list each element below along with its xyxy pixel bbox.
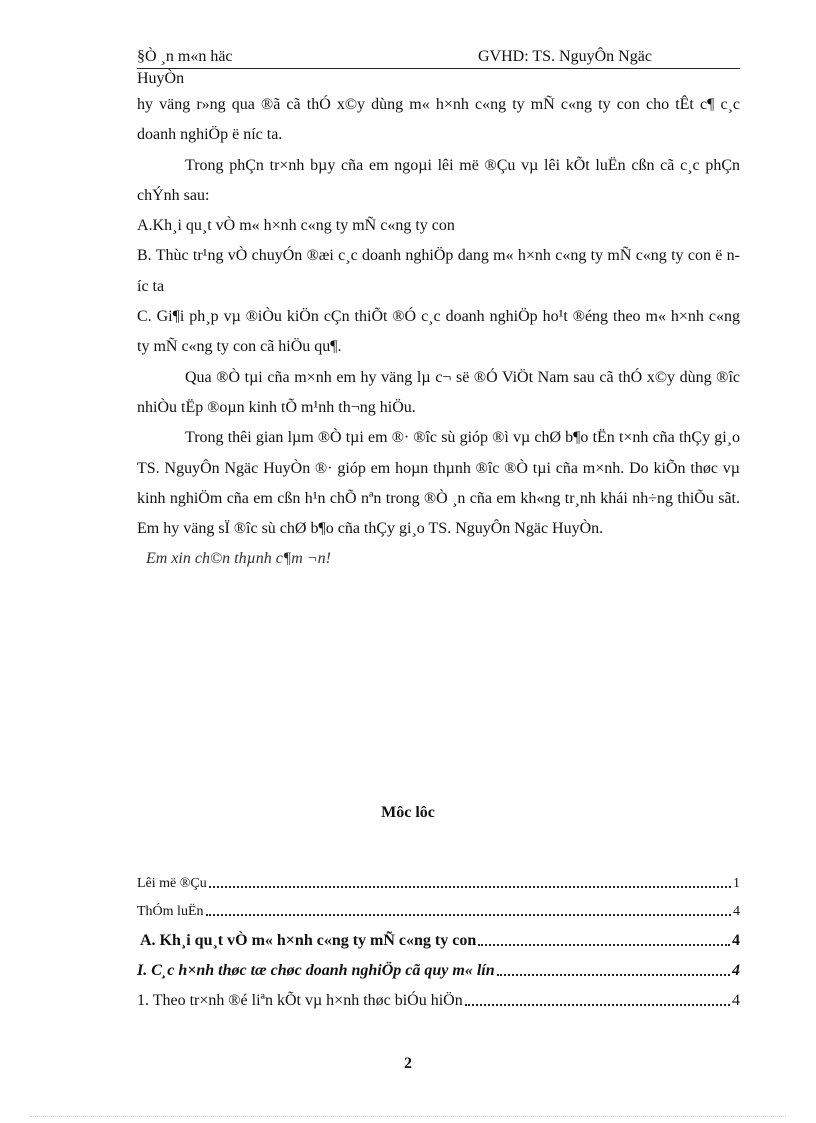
paragraph: Qua ®Ò tµi cña m×nh em hy väng lµ c¬ së ®Ó ViÖt Nam sau cã thÓ x©y dùng ®îc nhiÒu tËp ®oµn kinh tÕ m¹nh th¬ng hiÖu. (137, 368, 740, 416)
section-a-line: A.Kh¸i qu¸t vÒ m« h×nh c«ng ty mÑ c«ng ty con (137, 217, 455, 235)
paragraph: Trong phÇn tr×nh bµy cña em ngoµi lêi më ®Çu vµ lêi kÕt luËn cßn cã c¸c phÇn chÝnh sau: (137, 156, 740, 204)
toc-leader-dots (497, 974, 730, 976)
toc-entry[interactable] (137, 950, 740, 980)
toc-entry[interactable] (137, 980, 740, 1010)
page-bottom-rule (30, 1116, 786, 1117)
toc-entry-label: Lêi më ®Çu (137, 876, 207, 891)
header-continuation: HuyÒn (137, 70, 185, 87)
header-rule (137, 68, 740, 69)
toc-entry-page: 1 (733, 876, 740, 891)
toc-entry-page: 4 (732, 962, 740, 979)
header-left: §Ò ¸n m«n häc (137, 48, 233, 65)
header-right: GVHD: TS. NguyÔn Ngäc (478, 48, 652, 65)
toc-leader-dots (209, 886, 731, 888)
body-text (137, 90, 740, 575)
toc-entry-page: 4 (732, 932, 740, 949)
toc-entry[interactable] (137, 864, 740, 892)
toc-entry-label: ThÓm luËn (137, 904, 204, 919)
toc-entry[interactable] (140, 920, 740, 950)
toc-entry-label: I. C¸c h×nh thøc tæ chøc doanh nghiÖp cã quy m« lín (137, 962, 495, 979)
page-number: 2 (404, 1055, 412, 1072)
toc-leader-dots (478, 944, 730, 946)
section-b-line: B. Thùc tr¹ng vÒ chuyÓn ®æi c¸c doanh nghiÖp dang m« h×nh c«ng ty mÑ c«ng ty con ë níc ta (137, 247, 740, 295)
toc-entry-page: 4 (732, 992, 740, 1009)
toc-entry-label: 1. Theo tr×nh ®é liªn kÕt vµ h×nh thøc biÓu hiÖn (137, 992, 463, 1009)
toc-entry[interactable] (137, 892, 740, 920)
toc-leader-dots (206, 914, 732, 916)
toc-entry-page: 4 (733, 904, 740, 919)
toc-leader-dots (465, 1004, 730, 1006)
paragraph: Trong thêi gian lµm ®Ò tµi em ®· ®îc sù gióp ®ì vµ chØ b¶o tËn t×nh cña thÇy gi¸o TS. NguyÔn Ngäc HuyÒn ®· gióp em hoµn thµnh ®îc ®Ò tµi cña m×nh. Do kiÕn thøc vµ kinh nghiÖm cña em cßn h¹n chÕ nªn trong ®Ò ¸n cña em kh«ng tr¸nh khái nh÷ng thiÕu sãt. Em hy väng sÏ ®îc sù chØ b¶o cña thÇy gi¸o TS. NguyÔn Ngäc HuyÒn. (137, 429, 740, 538)
toc-title: Môc lôc (381, 804, 435, 821)
paragraph: hy väng r»ng qua ®ã cã thÓ x©y dùng m« h×nh c«ng ty mÑ c«ng ty con cho tÊt c¶ c¸c doanh nghiÖp ë níc ta. (137, 96, 740, 144)
signoff: Em xin ch©n thµnh c¶m ¬n! (146, 550, 331, 568)
table-of-contents (137, 864, 740, 1010)
section-c-line: C. Gi¶i ph¸p vµ ®iÒu kiÖn cÇn thiÕt ®Ó c¸c doanh nghiÖp ho¹t ®éng theo m« h×nh c«ng ty mÑ c«ng ty con cã hiÖu qu¶. (137, 308, 740, 356)
toc-entry-label: A. Kh¸i qu¸t vÒ m« h×nh c«ng ty mÑ c«ng ty con (140, 932, 477, 949)
